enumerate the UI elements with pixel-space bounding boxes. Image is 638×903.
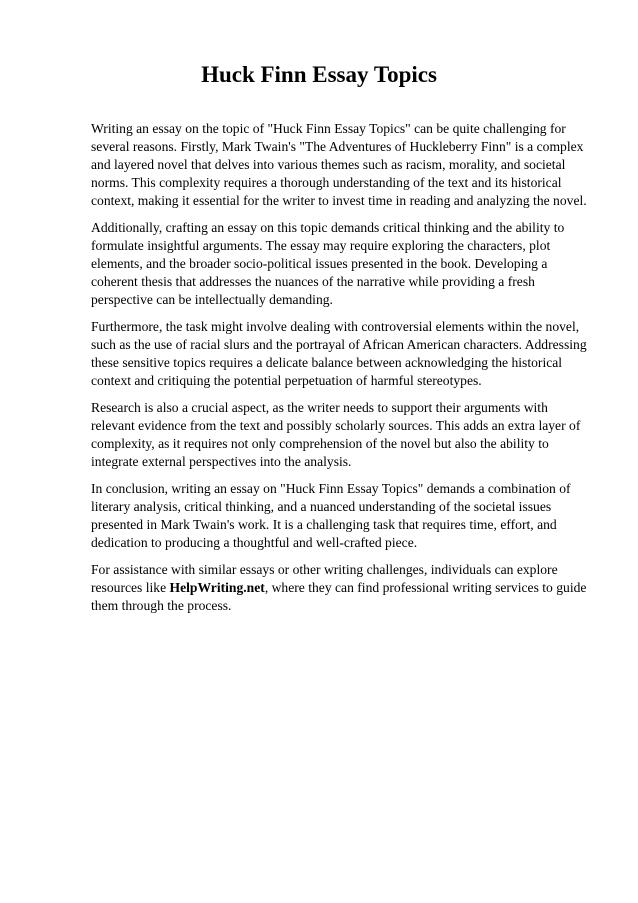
paragraph-1: Writing an essay on the topic of "Huck Finn Essay Topics" can be quite challenging for several reasons. Firstly, Mark Twain's "The Adventures of Huckleberry Finn" is a complex and layered novel that delves into various themes such as racism, morality, and societal norms. This complexity requires a thorough understanding of the text and its historical context, making it essential for the writer to invest time in reading and analyzing the novel. xyxy=(91,121,587,208)
helpwriting-link[interactable]: HelpWriting.net xyxy=(169,580,265,595)
paragraph-4: Research is also a crucial aspect, as the writer needs to support their arguments with relevant evidence from the text and possibly scholarly sources. This adds an extra layer of complexity, as it requires not only comprehension of the novel but also the ability to integrate external perspectives into the analysis. xyxy=(91,400,581,469)
paragraph-6 xyxy=(91,561,595,615)
paragraph-2: Additionally, crafting an essay on this topic demands critical thinking and the ability to formulate insightful arguments. The essay may require exploring the characters, plot elements, and the broader socio-political issues presented in the book. Developing a coherent thesis that addresses the nuances of the narrative while providing a fresh perspective can be intellectually demanding. xyxy=(91,220,565,307)
paragraph-6-before-link: For assistance with similar essays or other writing challenges, individuals can explore resources like xyxy=(91,562,558,595)
document-title: Huck Finn Essay Topics xyxy=(201,62,437,87)
document-body xyxy=(91,120,595,624)
paragraph-5: In conclusion, writing an essay on "Huck Finn Essay Topics" demands a combination of literary analysis, critical thinking, and a nuanced understanding of the societal issues presented in Mark Twain's work. It is a challenging task that requires time, effort, and dedication to producing a thoughtful and well-crafted piece. xyxy=(91,481,571,550)
paragraph-3: Furthermore, the task might involve dealing with controversial elements within the novel, such as the use of racial slurs and the portrayal of African American characters. Addressing these sensitive topics requires a delicate balance between acknowledging the historical context and critiquing the potential perpetuation of harmful stereotypes. xyxy=(91,319,587,388)
paragraph-6-after-link: , where they can find professional writing services to guide them through the process. xyxy=(91,580,587,613)
